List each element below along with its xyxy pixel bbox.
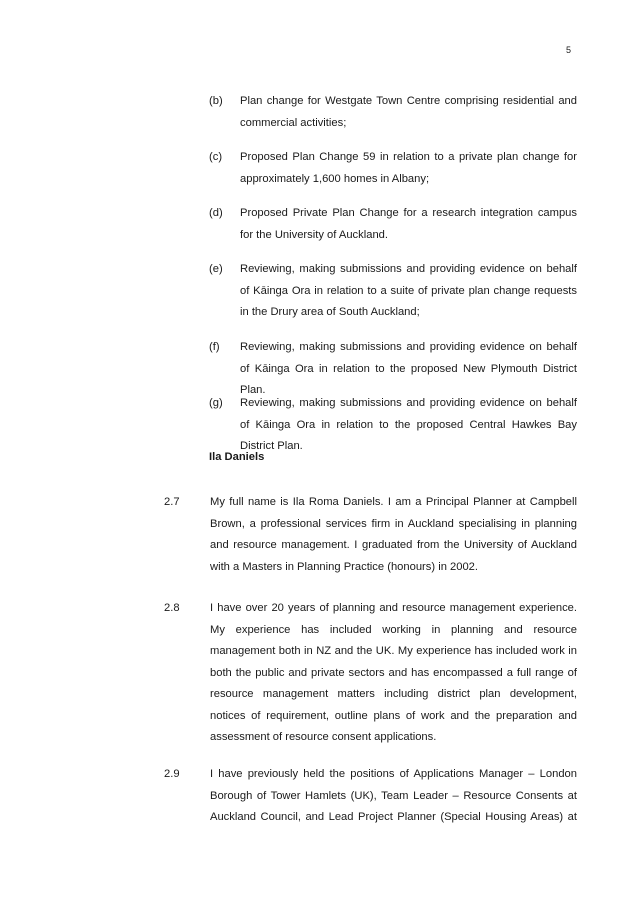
list-item-g <box>209 393 577 458</box>
list-item-label: (f) <box>209 341 220 353</box>
list-item-label: (g) <box>209 397 223 409</box>
list-item-f <box>209 337 577 402</box>
list-item-label: (d) <box>209 207 223 219</box>
list-item-b <box>209 91 577 134</box>
list-item-text: Reviewing, making submissions and providing evidence on behalf of Kāinga Ora in relation to the proposed New Plymouth District Plan. <box>240 341 577 396</box>
paragraph-2-7 <box>164 492 577 578</box>
paragraph-text: I have over 20 years of planning and resource management experience. My experience has included working in planning and resource management both in NZ and the UK. My experience has included work in both the public and private sectors and has encompassed a full range of resource management matters including district plan development, notices of requirement, outline plans of work and the preparation and assessment of resource consent applications. <box>210 602 577 743</box>
list-item-label: (e) <box>209 263 223 275</box>
section-heading: Ila Daniels <box>209 451 265 463</box>
list-item-text: Proposed Plan Change 59 in relation to a private plan change for approximately 1,600 homes in Albany; <box>240 151 577 185</box>
paragraph-2-9 <box>164 764 577 829</box>
list-item-d <box>209 203 577 246</box>
paragraph-2-8 <box>164 598 577 749</box>
list-item-text: Plan change for Westgate Town Centre comprising residential and commercial activities; <box>240 95 577 129</box>
paragraph-number: 2.7 <box>164 496 180 508</box>
list-item-text: Reviewing, making submissions and providing evidence on behalf of Kāinga Ora in relation to the proposed Central Hawkes Bay District Plan. <box>240 397 577 452</box>
page-number: 5 <box>566 45 572 55</box>
list-item-text: Reviewing, making submissions and providing evidence on behalf of Kāinga Ora in relation to a suite of private plan change requests in the Drury area of South Auckland; <box>240 263 577 318</box>
paragraph-text: My full name is Ila Roma Daniels. I am a Principal Planner at Campbell Brown, a professional services firm in Auckland specialising in planning and resource management. I graduated from the University of Auckland with a Masters in Planning Practice (honours) in 2002. <box>210 496 577 573</box>
list-item-c <box>209 147 577 190</box>
paragraph-number: 2.9 <box>164 768 180 780</box>
list-item-label: (b) <box>209 95 223 107</box>
list-item-e <box>209 259 577 324</box>
paragraph-text: I have previously held the positions of Applications Manager – London Borough of Tower Hamlets (UK), Team Leader – Resource Consents at Auckland Council, and Lead Project Planner (Special Housing Areas) at <box>210 768 577 823</box>
list-item-label: (c) <box>209 151 223 163</box>
paragraph-number: 2.8 <box>164 602 180 614</box>
list-item-text: Proposed Private Plan Change for a research integration campus for the University of Auckland. <box>240 207 577 241</box>
